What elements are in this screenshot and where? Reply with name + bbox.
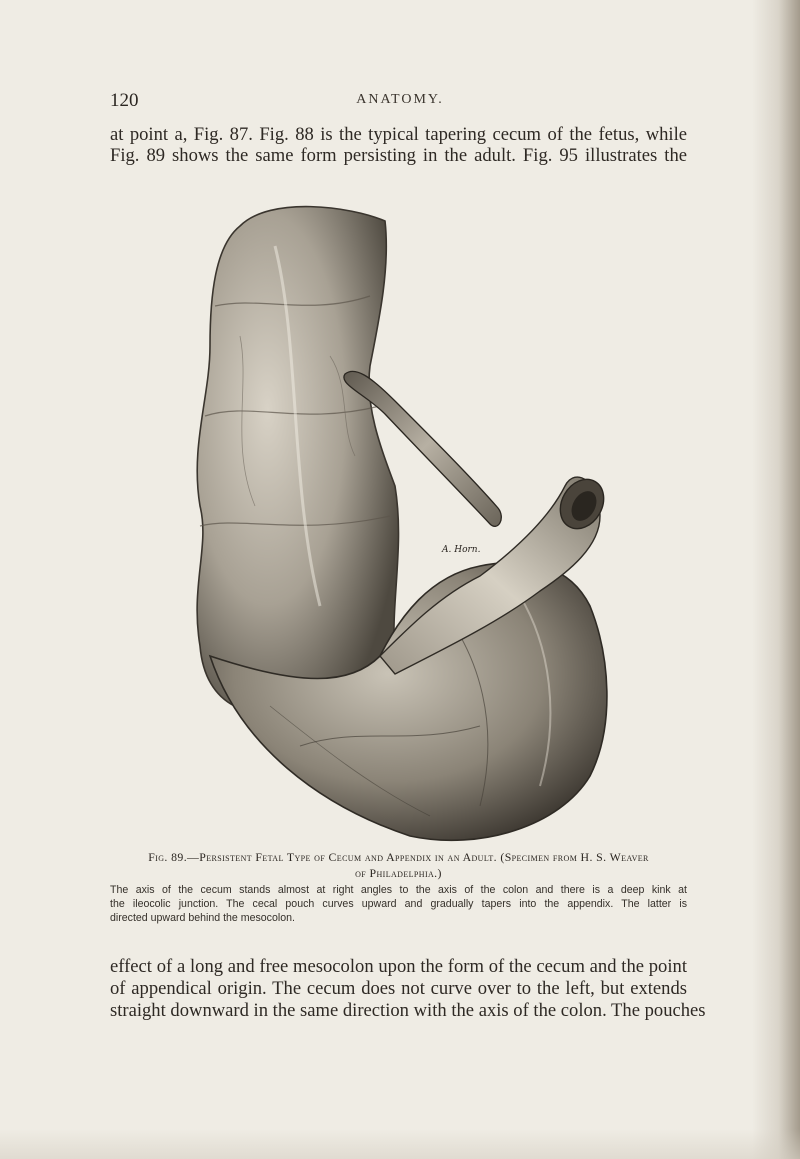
page-edge-shadow <box>752 0 800 1159</box>
figure-caption <box>110 849 687 925</box>
figure-illustration-cecum <box>180 186 620 846</box>
paragraph-bottom <box>110 956 706 1022</box>
paragraph-top <box>110 124 687 166</box>
page-number: 120 <box>110 90 139 111</box>
artist-signature: A. Horn. <box>442 545 481 555</box>
cecum-appendix-drawing <box>180 186 620 846</box>
caption-line: The axis of the cecum stands almost at right angles to the axis of the colon and there is a deep kink at <box>110 884 687 896</box>
paragraph-line: Fig. 89 shows the same form persisting in the adult. Fig. 95 illustrates the <box>110 145 687 166</box>
running-head <box>110 90 690 114</box>
caption-title-line: Fig. 89.—Persistent Fetal Type of Cecum and Appendix in an Adult. (Specimen from H. S. Weaver <box>148 850 649 864</box>
paragraph-line: straight downward in the same direction with the axis of the colon. The pouches <box>110 1000 706 1021</box>
caption-title <box>110 849 687 881</box>
running-title: ANATOMY. <box>356 92 444 107</box>
caption-title-line: of Philadelphia.) <box>355 866 442 880</box>
caption-body <box>110 883 687 925</box>
paragraph-line: effect of a long and free mesocolon upon the form of the cecum and the point <box>110 956 687 977</box>
paragraph-line: at point a, Fig. 87. Fig. 88 is the typical tapering cecum of the fetus, while <box>110 124 687 145</box>
page-bottom-shadow <box>0 1129 800 1159</box>
caption-line: the ileocolic junction. The cecal pouch curves upward and gradually tapers into the appendix. The latter is <box>110 898 687 910</box>
paragraph-line: of appendical origin. The cecum does not curve over to the left, but extends <box>110 978 687 999</box>
caption-line: directed upward behind the mesocolon. <box>110 912 295 924</box>
